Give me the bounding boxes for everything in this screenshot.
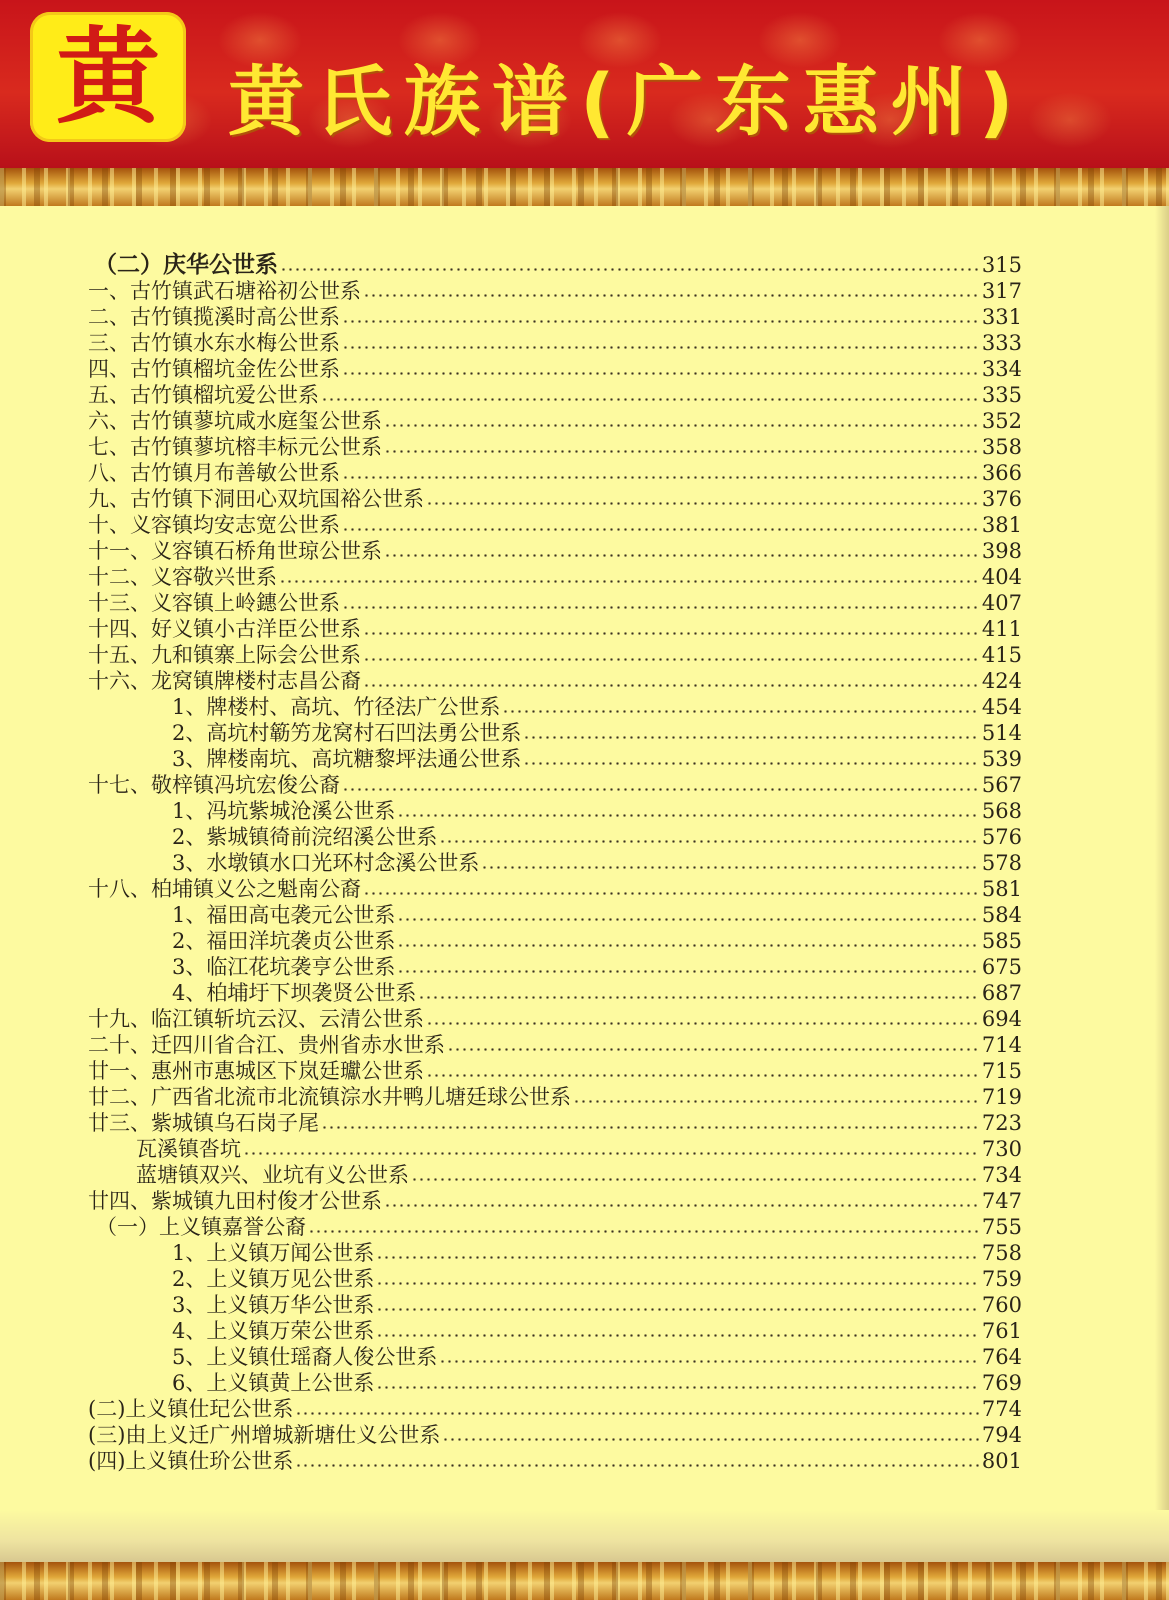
toc-entry: 十六、龙窝镇牌楼村志昌公裔 424 bbox=[88, 669, 1022, 693]
toc-subentry: 蓝塘镇双兴、业坑有义公世系 734 bbox=[136, 1163, 1022, 1187]
toc-entry: （二）庆华公世系 315 bbox=[94, 251, 1022, 278]
toc-subentry: 1、上义镇万闻公世系 758 bbox=[172, 1241, 1022, 1265]
logo-character: 黄 bbox=[55, 15, 160, 138]
toc-entry: 十八、柏埔镇义公之魁南公裔 581 bbox=[88, 877, 1022, 901]
toc-entry: 廿三、紫城镇乌石岗子尾 723 bbox=[88, 1111, 1022, 1135]
toc-entry: 一、古竹镇武石塘裕初公世系 317 bbox=[88, 279, 1022, 303]
toc-subentry: 1、牌楼村、高坑、竹径法广公世系 454 bbox=[172, 695, 1022, 719]
top-gold-border bbox=[0, 168, 1169, 206]
page-edge-shade bbox=[1155, 206, 1169, 1562]
toc-entry: 九、古竹镇下洞田心双坑国裕公世系 376 bbox=[88, 487, 1022, 511]
toc-subentry: 1、福田高屯袭元公世系 584 bbox=[172, 903, 1022, 927]
header-banner bbox=[0, 0, 1169, 168]
toc-entry: (四)上义镇仕玠公世系 801 bbox=[88, 1449, 1022, 1473]
toc-subentry: 5、上义镇仕瑶裔人俊公世系 764 bbox=[172, 1345, 1022, 1369]
book-title: 黄氏族谱(广东惠州) bbox=[228, 57, 1026, 146]
toc-subentry: 3、上义镇万华公世系 760 bbox=[172, 1293, 1022, 1317]
toc-entry: 廿四、紫城镇九田村俊才公世系 747 bbox=[88, 1189, 1022, 1213]
toc-entry: 六、古竹镇蓼坑咸水庭玺公世系 352 bbox=[88, 409, 1022, 433]
toc-entry: 十三、义容镇上岭鏸公世系 407 bbox=[88, 591, 1022, 615]
toc-entry: 二、古竹镇揽溪时高公世系 331 bbox=[88, 305, 1022, 329]
toc-entry: 二十、迁四川省合江、贵州省赤水世系 714 bbox=[88, 1033, 1022, 1057]
toc-subentry: 2、福田洋坑袭贞公世系 585 bbox=[172, 929, 1022, 953]
toc-entry: 十五、九和镇寨上际会公世系 415 bbox=[88, 643, 1022, 667]
toc-entry: 廿一、惠州市惠城区下岚廷瓛公世系 715 bbox=[88, 1059, 1022, 1083]
toc-entry: 十二、义容敬兴世系 404 bbox=[88, 565, 1022, 589]
toc-entry: 八、古竹镇月布善敏公世系 366 bbox=[88, 461, 1022, 485]
toc-entry: 十四、好义镇小古洋臣公世系 411 bbox=[88, 617, 1022, 641]
toc-entry: 十九、临江镇斩坑云汉、云清公世系 694 bbox=[88, 1007, 1022, 1031]
toc-entry: 五、古竹镇榴坑爱公世系 335 bbox=[88, 383, 1022, 407]
toc-entry: 十、义容镇均安志宽公世系 381 bbox=[88, 513, 1022, 537]
toc-subentry: 6、上义镇黄上公世系 769 bbox=[172, 1371, 1022, 1395]
toc-subentry: 2、上义镇万见公世系 759 bbox=[172, 1267, 1022, 1291]
toc-subentry: 3、水墩镇水口光环村念溪公世系 578 bbox=[172, 851, 1022, 875]
toc-entry: 三、古竹镇水东水梅公世系 333 bbox=[88, 331, 1022, 355]
toc-entry: 十七、敬梓镇冯坑宏俊公裔 567 bbox=[88, 773, 1022, 797]
toc-subentry: 2、紫城镇徛前浣绍溪公世系 576 bbox=[172, 825, 1022, 849]
toc-subentry: 瓦溪镇沓坑 730 bbox=[136, 1137, 1022, 1161]
toc-entry: 十一、义容镇石桥角世琼公世系 398 bbox=[88, 539, 1022, 563]
toc-subentry: 4、柏埔圩下坝袭贤公世系 687 bbox=[172, 981, 1022, 1005]
toc-subentry: 3、临江花坑袭亨公世系 675 bbox=[172, 955, 1022, 979]
bottom-gold-border bbox=[0, 1562, 1169, 1600]
toc-entry: 四、古竹镇榴坑金佐公世系 334 bbox=[88, 357, 1022, 381]
bottom-shadow-strip bbox=[0, 1510, 1169, 1562]
toc-subentry: 3、牌楼南坑、高坑糖黎坪法通公世系 539 bbox=[172, 747, 1022, 771]
toc-entry: (二)上义镇仕玘公世系 774 bbox=[88, 1397, 1022, 1421]
toc-subentry: 1、冯坑紫城沧溪公世系 568 bbox=[172, 799, 1022, 823]
family-logo bbox=[30, 12, 186, 142]
toc-subentry: 2、高坑村簕竻龙窝村石凹法勇公世系 514 bbox=[172, 721, 1022, 745]
toc-entry: (三)由上义迁广州增城新塘仕义公世系 794 bbox=[88, 1423, 1022, 1447]
toc-entry: （一）上义镇嘉誉公裔 755 bbox=[96, 1215, 1022, 1239]
toc-entry: 廿二、广西省北流市北流镇淙水井鸭儿塘廷球公世系 719 bbox=[88, 1085, 1022, 1109]
toc-entry: 七、古竹镇蓼坑榕丰标元公世系 358 bbox=[88, 435, 1022, 459]
toc-subentry: 4、上义镇万荣公世系 761 bbox=[172, 1319, 1022, 1343]
